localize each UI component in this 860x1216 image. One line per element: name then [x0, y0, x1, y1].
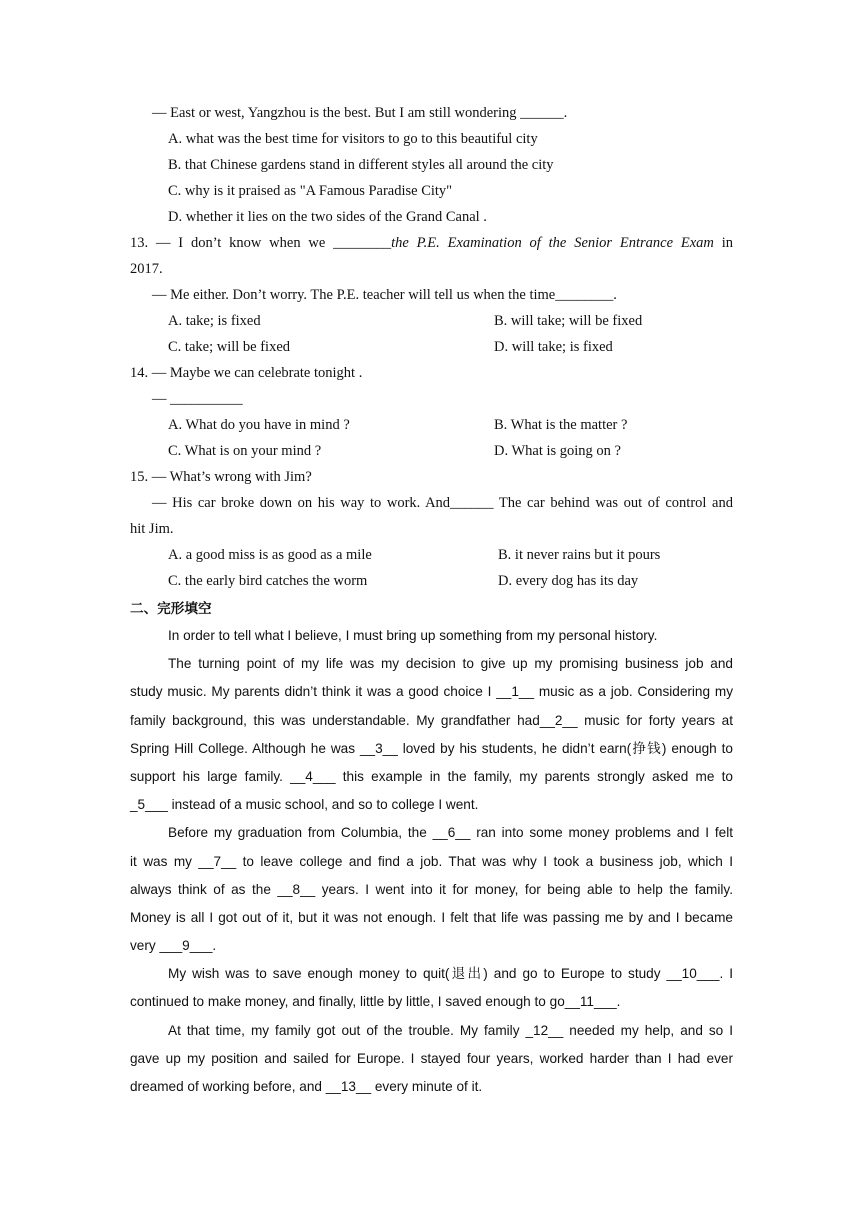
options-row — [130, 438, 733, 464]
cloze-passage — [130, 622, 733, 1101]
paragraph-line: continued to make money, and finally, little by little, I saved enough to go__11___. — [130, 994, 621, 1010]
paragraph-line: In order to tell what I believe, I must bring up something from my personal history. — [168, 628, 658, 643]
paragraph-2 — [130, 650, 733, 819]
paragraph-line: The turning point of my life was my decision to give up my promising business job and — [168, 656, 733, 672]
options-row — [130, 542, 733, 568]
question-reply: — His car broke down on his way to work. And______ The car behind was out of control and — [152, 495, 733, 511]
section-title: 二、完形填空 — [130, 601, 212, 616]
option-d: D. whether it lies on the two sides of the Grand Canal . — [168, 209, 487, 225]
document-page — [130, 100, 733, 1101]
question-reply: — __________ — [152, 391, 243, 407]
options-row — [130, 334, 733, 360]
paragraph-line: always think of as the __8__ years. I went into it for money, for being able to help the family. — [130, 881, 733, 897]
options-row — [130, 308, 733, 334]
question-14 — [130, 360, 733, 464]
option-a: A. a good miss is as good as a mile — [168, 547, 372, 563]
paragraph-line: it was my __7__ to leave college and find a job. That was why I took a business job, which I — [130, 853, 733, 869]
option-d: D. every dog has its day — [498, 573, 639, 589]
question-line-2: 2017. — [130, 261, 163, 277]
paragraph-3 — [130, 819, 733, 960]
paragraph-line: family background, this was understandable. My grandfather had__2__ music for forty years at — [130, 712, 733, 728]
question-italic-text: the P.E. Examination of the Senior Entrance Exam — [391, 235, 714, 251]
paragraph-line: dreamed of working before, and __13__ every minute of it. — [130, 1079, 483, 1094]
paragraph-5 — [130, 1017, 733, 1102]
paragraph-line: My wish was to save enough money to quit(退出) and go to Europe to study __10___. I — [168, 966, 733, 982]
paragraph-line: gave up my position and sailed for Europe. I stayed four years, worked harder than I had ever — [130, 1050, 733, 1066]
question-reply-end: hit Jim. — [130, 521, 174, 537]
paragraph-line: _5___ instead of a music school, and so to college I went. — [130, 797, 479, 813]
paragraph-4 — [130, 960, 733, 1016]
question-line — [130, 230, 733, 256]
paragraph-line: At that time, my family got out of the trouble. My family _12__ needed my help, and so I — [168, 1022, 733, 1038]
option-c: C. take; will be fixed — [168, 339, 291, 355]
question-12 — [130, 100, 733, 230]
question-text: 14. — Maybe we can celebrate tonight . — [130, 365, 363, 381]
option-c: C. What is on your mind ? — [168, 443, 322, 459]
option-a: A. what was the best time for visitors to go to this beautiful city — [168, 131, 538, 147]
question-13 — [130, 230, 733, 360]
option-c: C. the early bird catches the worm — [168, 573, 368, 589]
question-text: 13. — I don’t know when we ________ — [130, 235, 392, 251]
options-row — [130, 412, 733, 438]
option-c: C. why is it praised as "A Famous Paradise City" — [168, 183, 453, 199]
paragraph-1 — [130, 622, 733, 650]
option-d: D. will take; is fixed — [494, 339, 613, 355]
paragraph-line: Spring Hill College. Although he was __3__ loved by his students, he didn’t earn(挣钱) enough to — [130, 740, 733, 756]
option-d: D. What is going on ? — [494, 443, 621, 459]
question-reply: — Me either. Don’t worry. The P.E. teacher will tell us when the time________. — [152, 287, 617, 303]
option-a: A. take; is fixed — [168, 313, 261, 329]
option-a: A. What do you have in mind ? — [168, 417, 350, 433]
paragraph-line: Before my graduation from Columbia, the __6__ ran into some money problems and I felt — [168, 825, 733, 841]
option-b: B. What is the matter ? — [494, 417, 628, 433]
paragraph-line: Money is all I got out of it, but it was not enough. I felt that life was passing me by and I became — [130, 909, 733, 925]
paragraph-line: study music. My parents didn’t think it was a good choice I __1__ music as a job. Considering my — [130, 684, 733, 700]
question-15 — [130, 464, 733, 594]
question-text-end: in — [713, 235, 733, 251]
option-b: B. it never rains but it pours — [498, 547, 661, 563]
paragraph-line: very ___9___. — [130, 938, 217, 954]
option-b: B. that Chinese gardens stand in different styles all around the city — [168, 157, 554, 173]
question-dialog: — East or west, Yangzhou is the best. But I am still wondering ______. — [152, 105, 568, 121]
options-row — [130, 568, 733, 594]
question-text: 15. — What’s wrong with Jim? — [130, 469, 312, 485]
paragraph-line: support his large family. __4___ this example in the family, my parents strongly asked me to — [130, 768, 733, 784]
option-b: B. will take; will be fixed — [494, 313, 643, 329]
